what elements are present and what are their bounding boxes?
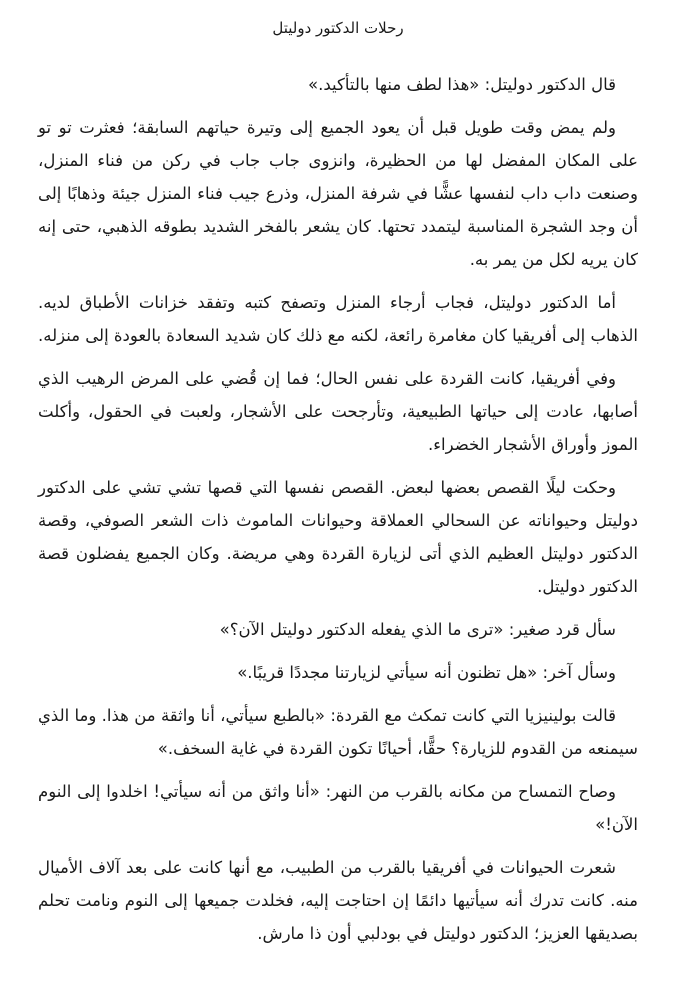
paragraph: شعرت الحيوانات في أفريقيا بالقرب من الطبيب، مع أنها كانت على بعد آلاف الأميال منه. كانت تدرك أنه سيأتيها دائمًا إن احتاجت إليه، فخلدت جميعها إلى النوم ونامت تحلم بصديقها العزيز؛ الدكتور دوليتل في بودلبي أون ذا مارش. <box>38 858 638 943</box>
paragraph: وصاح التمساح من مكانه بالقرب من النهر: «أنا واثق من أنه سيأتي! اخلدوا إلى النوم الآن!» <box>38 782 638 834</box>
paragraph: قالت بولينيزيا التي كانت تمكث مع القردة: «بالطبع سيأتي، أنا واثقة من هذا. وما الذي سيمنعه من القدوم للزيارة؟ حقًّا، أحيانًا تكون القردة في غاية السخف.» <box>38 706 638 758</box>
paragraph: أما الدكتور دوليتل، فجاب أرجاء المنزل وتصفح كتبه وتفقد خزانات الأطباق لديه. الذهاب إلى أفريقيا كان مغامرة رائعة، لكنه مع ذلك كان شديد السعادة بالعودة إلى منزله. <box>38 293 638 345</box>
paragraph: سأل قرد صغير: «ترى ما الذي يفعله الدكتور دوليتل الآن؟» <box>219 620 616 639</box>
paragraph: وحكت ليلًا القصص بعضها لبعض. القصص نفسها التي قصها تشي تشي على الدكتور دوليتل وحيواناته عن السحالي العملاقة وحيوانات الماموث ذات الشعر الصوفي، وقصة الدكتور دوليتل العظيم الذي أتى لزيارة القردة وهي مريضة. وكان الجميع يفضلون قصة الدكتور دوليتل. <box>38 478 638 596</box>
paragraph: ولم يمض وقت طويل قبل أن يعود الجميع إلى وتيرة حياتهم السابقة؛ فعثرت تو تو على المكان المفضل لها من الحظيرة، وانزوى جاب جاب في ركن من فناء المنزل، وصنعت داب داب لنفسها عشًّا في شرفة المنزل، وذرع جيب فناء المنزل جيئة وذهابًا إلى أن وجد الشجرة المناسبة ليتمدد تحتها. كان يشعر بالفخر الشديد بطوقه الذهبي، حتى إنه كان يريه لكل من يمر به. <box>38 118 638 269</box>
paragraph: وفي أفريقيا، كانت القردة على نفس الحال؛ فما إن قُضي على المرض الرهيب الذي أصابها، عادت إلى حياتها الطبيعية، وتأرجحت على الأشجار، ولعبت في الحقول، وأكلت الموز وأوراق الأشجار الخضراء. <box>38 369 638 454</box>
paragraph: قال الدكتور دوليتل: «هذا لطف منها بالتأكيد.» <box>308 75 616 94</box>
body-text <box>38 68 638 950</box>
paragraph: وسأل آخر: «هل تظنون أنه سيأتي لزيارتنا مجددًا قريبًا.» <box>237 663 616 682</box>
running-header: رحلات الدكتور دوليتل <box>272 19 404 37</box>
